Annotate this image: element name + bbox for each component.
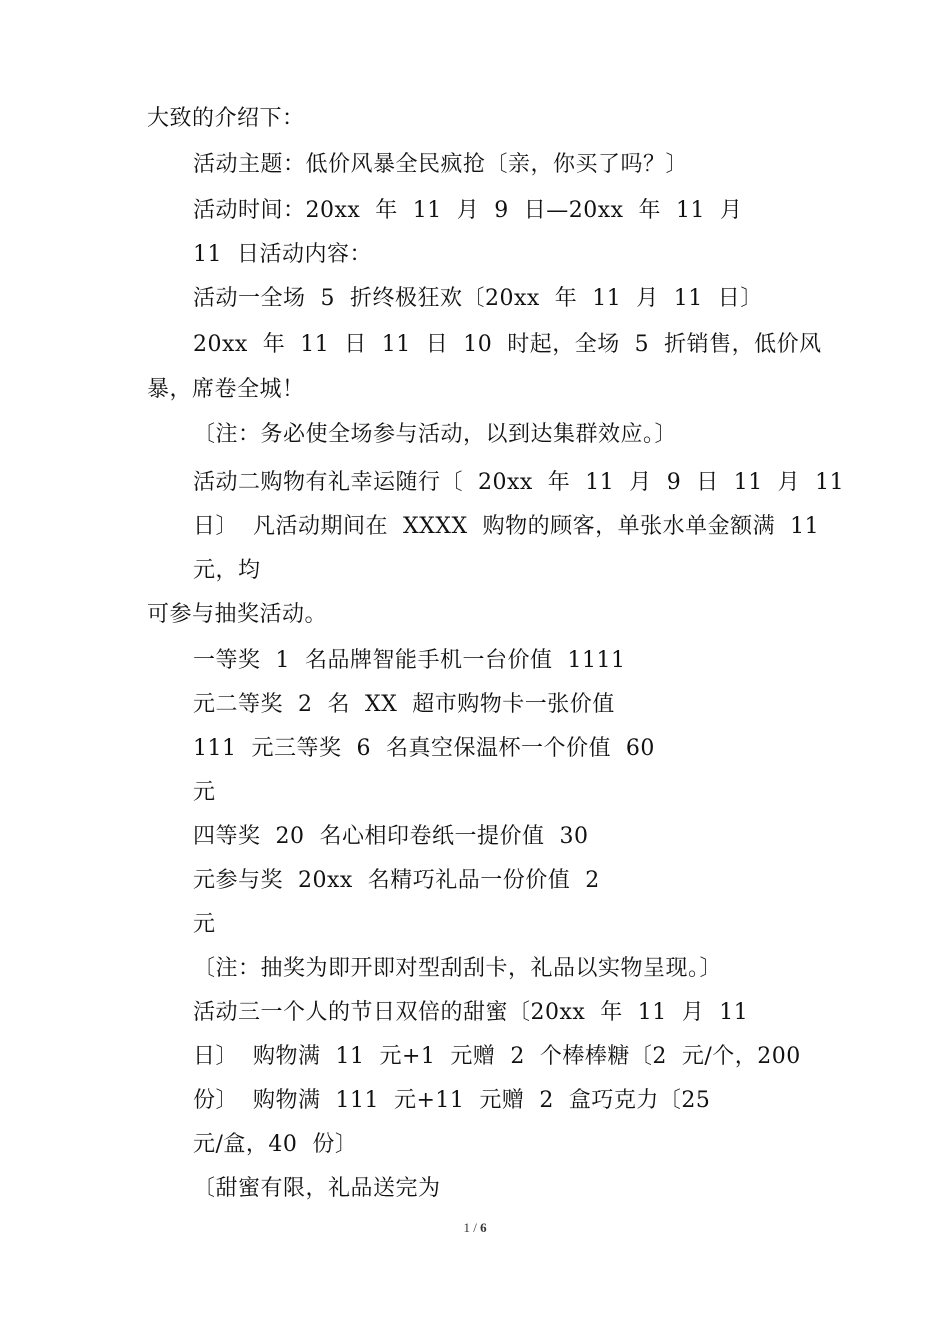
text-line: 活动二购物有礼幸运随行〔 20xx 年 11 月 9 日 11 月 11 (193, 470, 845, 495)
text-line: 活动时间：20xx 年 11 月 9 日—20xx 年 11 月 (193, 198, 743, 223)
text-line: 元 (193, 912, 216, 937)
text-line: 可参与抽奖活动。 (147, 602, 328, 627)
text-line: 日〕 凡活动期间在 XXXX 购物的顾客，单张水单金额满 11 (193, 514, 820, 539)
text-line: 活动一全场 5 折终极狂欢〔20xx 年 11 月 11 日〕 (193, 286, 763, 311)
text-line: 11 日活动内容： (193, 242, 372, 267)
page-current: 1 (463, 1220, 470, 1235)
text-line: 一等奖 1 名品牌智能手机一台价值 1111 (193, 648, 626, 673)
text-line: 〔甜蜜有限，礼品送完为 (193, 1176, 441, 1201)
text-line: 元/盒，40 份〕 (193, 1132, 358, 1157)
text-line: 〔注：务必使全场参与活动，以到达集群效应。〕 (193, 422, 678, 447)
text-line: 日〕 购物满 11 元+1 元赠 2 个棒棒糖〔2 元/个，200 (193, 1044, 801, 1069)
text-line: 活动三一个人的节日双倍的甜蜜〔20xx 年 11 月 11 (193, 1000, 749, 1025)
text-line: 元参与奖 20xx 名精巧礼品一份价值 2 (193, 868, 600, 893)
text-line: 〔注：抽奖为即开即对型刮刮卡，礼品以实物呈现。〕 (193, 956, 723, 981)
text-line: 元，均 (193, 558, 261, 583)
text-line: 元 (193, 780, 216, 805)
text-line: 份〕 购物满 111 元+11 元赠 2 盒巧克力〔25 (193, 1088, 711, 1113)
text-line: 四等奖 20 名心相印卷纸一提价值 30 (193, 824, 589, 849)
text-line: 20xx 年 11 日 11 日 10 时起，全场 5 折销售，低价风 (193, 332, 822, 357)
page-number (0, 1220, 950, 1236)
text-line: 活动主题：低价风暴全民疯抢〔亲，你买了吗？〕 (193, 152, 689, 177)
page-separator: / (469, 1220, 481, 1235)
text-line: 暴，席卷全城！ (147, 377, 305, 402)
text-line: 元二等奖 2 名 XX 超市购物卡一张价值 (193, 692, 615, 717)
text-line: 大致的介绍下： (147, 106, 305, 131)
text-line: 111 元三等奖 6 名真空保温杯一个价值 60 (193, 736, 655, 761)
page-total: 6 (480, 1220, 487, 1235)
